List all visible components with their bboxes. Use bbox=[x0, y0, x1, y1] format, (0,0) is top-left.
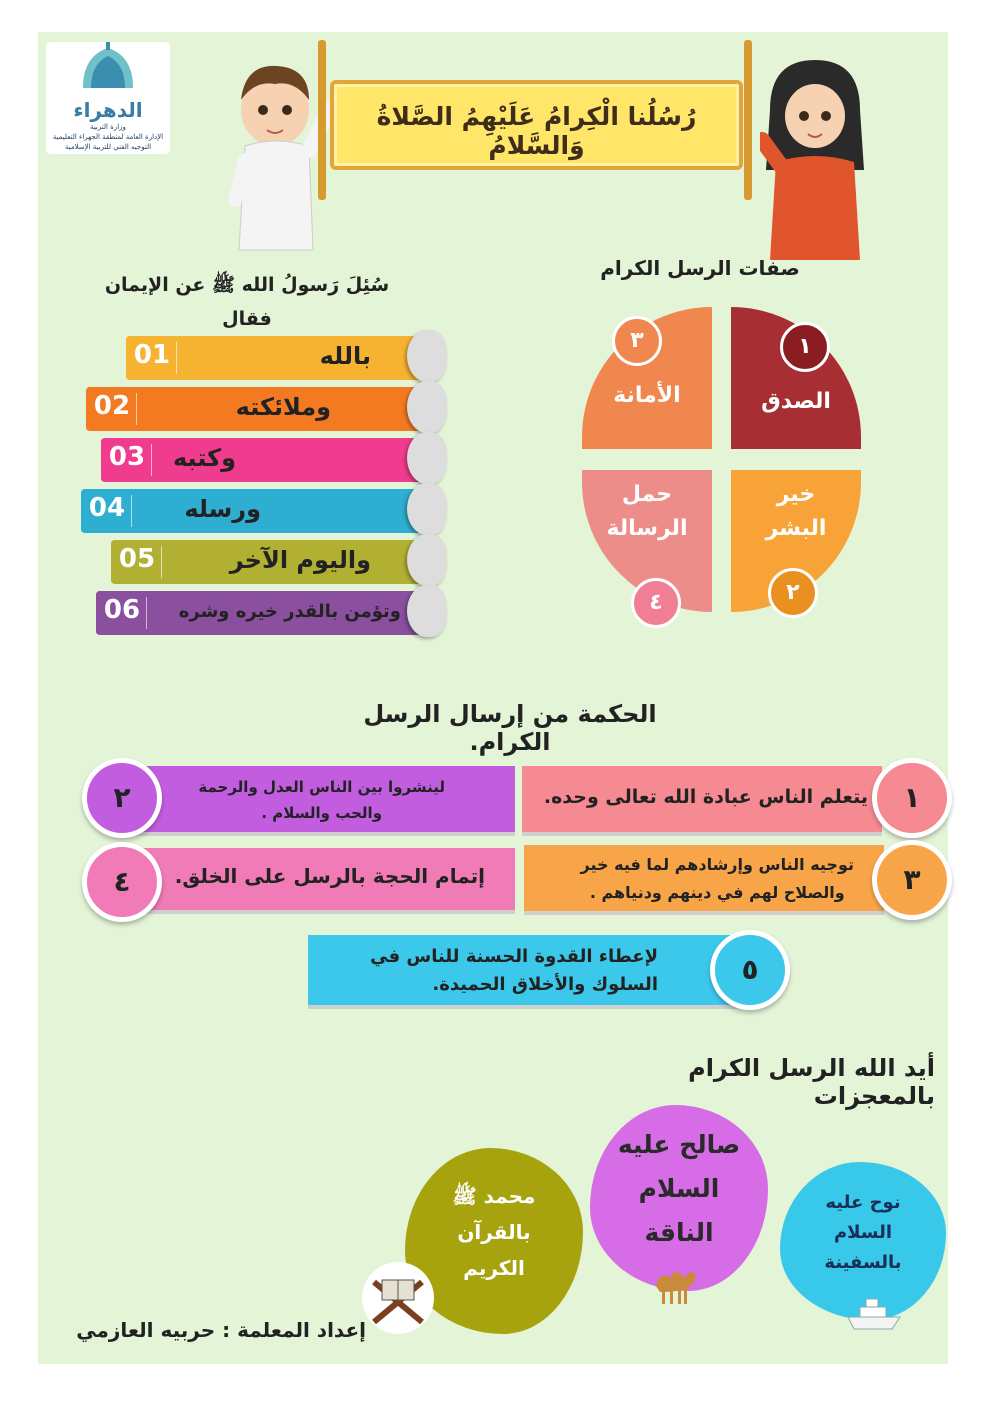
faith-item-number: 06 bbox=[103, 595, 141, 625]
faith-item-label: وملائكته bbox=[235, 393, 331, 421]
wisdom-text: يتعلم الناس عبادة الله تعالى وحده. bbox=[543, 786, 868, 808]
miracle-text: نوح عليه bbox=[825, 1192, 901, 1213]
quran-icon bbox=[362, 1262, 434, 1334]
faith-item-number: 04 bbox=[88, 493, 126, 523]
faith-item-label: واليوم الآخر bbox=[229, 546, 371, 574]
faith-item-label: بالله bbox=[319, 342, 371, 370]
page-curl bbox=[407, 330, 447, 382]
faith-item-number: 05 bbox=[118, 544, 156, 574]
page-title: رُسُلُنا الْكِرامُ عَلَيْهِمُ الصَّلاةُ وَالسَّلامُ bbox=[376, 102, 697, 160]
wisdom-number: ٥ bbox=[710, 930, 790, 1010]
quality-number: ١ bbox=[780, 322, 830, 372]
faith-item-number: 02 bbox=[93, 391, 131, 421]
faith-item bbox=[101, 438, 441, 482]
wisdom-text: السلوك والأخلاق الحميدة. bbox=[432, 974, 658, 995]
miracle-text: محمد ﷺ bbox=[452, 1184, 536, 1208]
wisdom-text: إتمام الحجة بالرسل على الخلق. bbox=[174, 864, 485, 888]
wisdom-text: والحب والسلام . bbox=[261, 804, 383, 822]
quality-number: ٣ bbox=[612, 316, 662, 366]
wisdom-number: ٣ bbox=[872, 840, 952, 920]
faith-item-label: ورسله bbox=[184, 495, 261, 523]
miracle-text: الكريم bbox=[463, 1256, 525, 1280]
faith-question-line1: سُئِلَ رَسولُ الله ﷺ عن الإيمان فقال bbox=[104, 274, 390, 330]
quality-number: ٤ bbox=[631, 578, 681, 628]
girl-illustration bbox=[760, 50, 870, 265]
ministry-logo bbox=[46, 42, 170, 154]
wisdom-card bbox=[130, 766, 515, 832]
quality-label: الصدق bbox=[761, 389, 831, 414]
page-curl bbox=[407, 534, 447, 586]
quality-label: حمل bbox=[621, 482, 673, 507]
miracle-text: بالقرآن bbox=[457, 1220, 531, 1244]
quality-number: ٢ bbox=[768, 568, 818, 618]
camel-icon bbox=[650, 1258, 700, 1306]
banner-rod-left bbox=[318, 40, 326, 200]
banner-rod-right bbox=[744, 40, 752, 200]
miracles-title: أيد الله الرسل الكرام بالمعجزات bbox=[688, 1054, 935, 1110]
wisdom-card bbox=[524, 845, 884, 911]
wisdom-card bbox=[308, 935, 738, 1005]
page-curl bbox=[407, 432, 447, 484]
logo-ministry: وزارة التربية bbox=[90, 123, 126, 131]
logo-name: الدهراء bbox=[73, 98, 143, 122]
miracle-text: صالح عليه bbox=[617, 1130, 741, 1159]
quality-label: البشر bbox=[765, 516, 827, 541]
faith-item bbox=[86, 387, 441, 431]
wisdom-number: ٤ bbox=[82, 842, 162, 922]
miracle-text: السلام bbox=[638, 1174, 720, 1203]
wisdom-number: ١ bbox=[872, 758, 952, 838]
faith-item bbox=[126, 336, 441, 380]
qualities-title: صفات الرسل الكرام bbox=[600, 256, 800, 280]
wisdom-title: الحكمة من إرسال الرسل الكرام. bbox=[363, 700, 657, 756]
quality-label: خير bbox=[776, 482, 816, 507]
logo-district: الإدارة العامة لمنطقة الجهراء التعليمية bbox=[52, 133, 164, 141]
miracle-text: الناقة bbox=[644, 1218, 714, 1247]
wisdom-card bbox=[130, 848, 515, 910]
faith-item-label: وكتبه bbox=[172, 444, 236, 472]
faith-item bbox=[81, 489, 441, 533]
title-banner bbox=[330, 80, 743, 170]
ship-icon bbox=[846, 1293, 902, 1333]
faith-item bbox=[111, 540, 441, 584]
page-curl bbox=[407, 381, 447, 433]
wisdom-text: توجيه الناس وإرشادهم لما فيه خير bbox=[580, 855, 854, 874]
faith-item-number: 03 bbox=[108, 442, 146, 472]
wisdom-text: لينشروا بين الناس العدل والرحمة bbox=[198, 778, 445, 796]
quran-stand-image bbox=[362, 1262, 434, 1334]
quality-label: الأمانة bbox=[613, 383, 681, 408]
miracle-text: بالسفينة bbox=[824, 1252, 902, 1273]
logo-department: التوجيه الفني للتربية الإسلامية bbox=[64, 143, 152, 151]
page-curl bbox=[407, 483, 447, 535]
mosque-dome-icon bbox=[73, 42, 143, 94]
page-curl bbox=[407, 585, 447, 637]
boy-illustration bbox=[225, 50, 345, 260]
wisdom-text: لإعطاء القدوة الحسنة للناس في bbox=[370, 946, 658, 967]
wisdom-number: ٢ bbox=[82, 758, 162, 838]
miracle-text: السلام bbox=[833, 1222, 893, 1243]
wisdom-text: والصلاح لهم في دينهم ودنياهم . bbox=[589, 883, 845, 902]
faith-item-number: 01 bbox=[133, 340, 171, 370]
faith-pillars-list bbox=[88, 336, 441, 642]
teacher-credit: إعداد المعلمة : حربيه العازمي bbox=[76, 1318, 366, 1342]
quality-label: الرسالة bbox=[606, 516, 688, 541]
faith-item bbox=[96, 591, 441, 635]
faith-item-label: وتؤمن بالقدر خيره وشره bbox=[178, 601, 401, 622]
wisdom-card bbox=[522, 766, 882, 832]
